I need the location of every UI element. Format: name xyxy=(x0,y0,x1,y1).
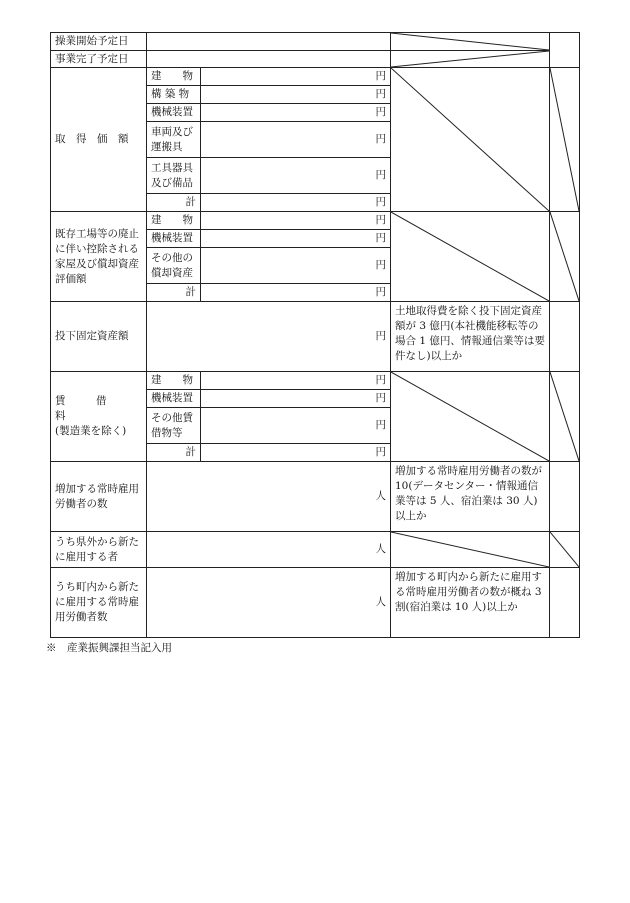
operation-start-label: 操業開始予定日 xyxy=(51,33,147,51)
lease-diagonal xyxy=(391,372,550,462)
row-operation-start xyxy=(51,33,580,51)
outside-prefecture-label: うち県外から新たに雇用する者 xyxy=(51,532,147,568)
inside-town-label: うち町内から新たに雇用する常時雇用労働者数 xyxy=(51,568,147,638)
row-increase-employees xyxy=(51,462,580,532)
lease-item-building: 建 物 xyxy=(147,372,201,390)
row-fixed-asset-investment xyxy=(51,302,580,372)
inside-town-requirement: 増加する町内から新たに雇用する常時雇用労働者の数が概ね 3 割(宿泊業は 10 人)以上か xyxy=(391,568,550,638)
acquisition-item-tools: 工具器具及び備品 xyxy=(147,158,201,194)
removed-other-amount[interactable]: 円 xyxy=(201,248,391,284)
outside-prefecture-amount[interactable]: 人 xyxy=(147,532,391,568)
removed-item-other: その他の償却資産 xyxy=(147,248,201,284)
fixed-asset-label: 投下固定資産額 xyxy=(51,302,147,372)
removed-item-machinery: 機械装置 xyxy=(147,230,201,248)
fixed-asset-requirement: 土地取得費を除く投下固定資産額が 3 億円(本社機能移転等の場合 1 億円、情報通信業等は要件なし)以上か xyxy=(391,302,550,372)
acquisition-total-amount[interactable]: 円 xyxy=(201,194,391,212)
acquisition-item-building: 建 物 xyxy=(147,68,201,86)
lease-fee-label-main: 賃 借 料 xyxy=(55,395,137,422)
increase-employees-requirement: 増加する常時雇用労働者の数が 10(データセンター・情報通信業等は 5 人、宿泊業は 30 人)以上か xyxy=(391,462,550,532)
lease-fee-label xyxy=(51,372,147,462)
acquisition-vehicles-amount[interactable]: 円 xyxy=(201,122,391,158)
row-lease-building xyxy=(51,372,580,390)
inside-town-check-box[interactable] xyxy=(550,568,580,638)
row-project-completion xyxy=(51,51,580,68)
removed-assets-label: 既存工場等の廃止に伴い控除される家屋及び償却資産評価額 xyxy=(51,212,147,302)
project-completion-value[interactable] xyxy=(147,51,391,68)
increase-employees-label: 増加する常時雇用労働者の数 xyxy=(51,462,147,532)
row-acquisition-building xyxy=(51,68,580,86)
acquisition-machinery-amount[interactable]: 円 xyxy=(201,104,391,122)
lease-total-label: 計 xyxy=(147,444,201,462)
project-completion-check-diagonal xyxy=(391,51,550,68)
lease-check-diagonal xyxy=(550,372,580,462)
acquisition-building-amount[interactable]: 円 xyxy=(201,68,391,86)
row-from-outside-prefecture xyxy=(51,532,580,568)
outside-prefecture-check-diagonal xyxy=(550,532,580,568)
increase-employees-amount[interactable]: 人 xyxy=(147,462,391,532)
acquisition-item-vehicles: 車両及び運搬具 xyxy=(147,122,201,158)
lease-building-amount[interactable]: 円 xyxy=(201,372,391,390)
acquisition-item-machinery: 機械装置 xyxy=(147,104,201,122)
date-check-box[interactable] xyxy=(550,33,580,68)
acquisition-item-structure: 構 築 物 xyxy=(147,86,201,104)
row-removed-building xyxy=(51,212,580,230)
business-plan-table xyxy=(50,32,580,638)
footnote: ※ 産業振興課担当記入用 xyxy=(46,642,172,654)
removed-total-label: 計 xyxy=(147,284,201,302)
removed-item-building: 建 物 xyxy=(147,212,201,230)
operation-start-value[interactable] xyxy=(147,33,391,51)
acquisition-total-label: 計 xyxy=(147,194,201,212)
acquisition-price-label: 取 得 価 額 xyxy=(51,68,147,212)
outside-prefecture-diagonal xyxy=(391,532,550,568)
fixed-asset-amount[interactable]: 円 xyxy=(147,302,391,372)
lease-item-machinery: 機械装置 xyxy=(147,390,201,408)
acquisition-tools-amount[interactable]: 円 xyxy=(201,158,391,194)
lease-total-amount[interactable]: 円 xyxy=(201,444,391,462)
acquisition-diagonal xyxy=(391,68,550,212)
removed-machinery-amount[interactable]: 円 xyxy=(201,230,391,248)
acquisition-check-diagonal xyxy=(550,68,580,212)
row-from-inside-town xyxy=(51,568,580,638)
operation-start-check-diagonal xyxy=(391,33,550,51)
increase-employees-check-box[interactable] xyxy=(550,462,580,532)
removed-check-diagonal xyxy=(550,212,580,302)
lease-fee-label-sub: (製造業を除く) xyxy=(55,425,127,437)
lease-other-amount[interactable]: 円 xyxy=(201,408,391,444)
lease-machinery-amount[interactable]: 円 xyxy=(201,390,391,408)
removed-diagonal xyxy=(391,212,550,302)
inside-town-amount[interactable]: 人 xyxy=(147,568,391,638)
acquisition-structure-amount[interactable]: 円 xyxy=(201,86,391,104)
project-completion-label: 事業完了予定日 xyxy=(51,51,147,68)
fixed-asset-check-box[interactable] xyxy=(550,302,580,372)
removed-total-amount[interactable]: 円 xyxy=(201,284,391,302)
removed-building-amount[interactable]: 円 xyxy=(201,212,391,230)
lease-item-other: その他賃借物等 xyxy=(147,408,201,444)
